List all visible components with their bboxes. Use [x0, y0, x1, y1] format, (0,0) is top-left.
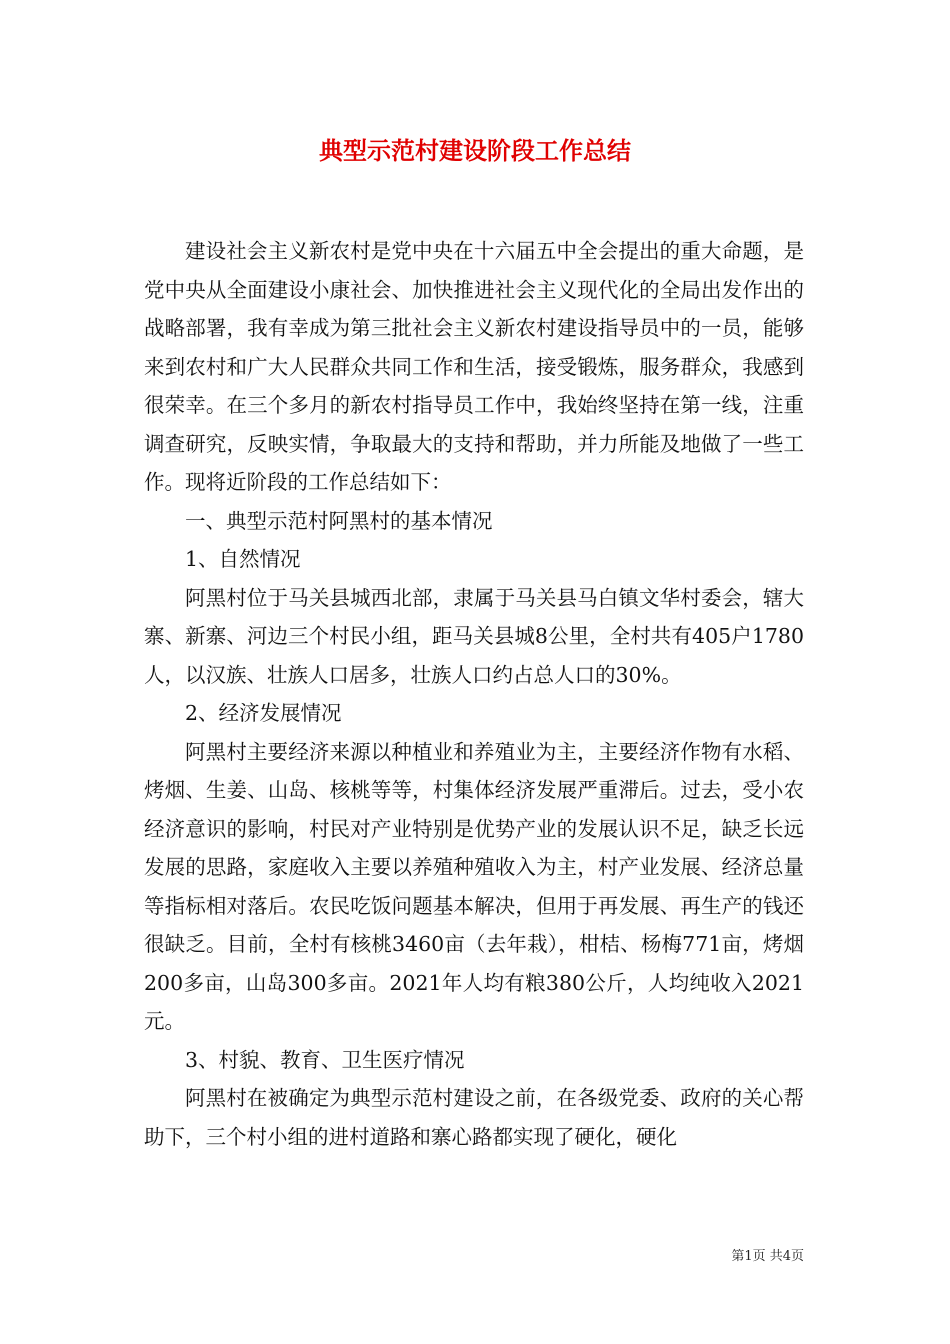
paragraph-economic-development: 阿黑村主要经济来源以种植业和养殖业为主，主要经济作物有水稻、烤烟、生姜、山岛、核桃等等，村集体经济发展严重滞后。过去，受小农经济意识的影响，村民对产业特别是优势产业的发展认识不足，缺乏长远发展的思路，家庭收入主要以养殖种殖收入为主，村产业发展、经济总量等指标相对落后。农民吃饭问题基本解决，但用于再发展、再生产的钱还很缺乏。目前，全村有核桃3460亩（去年栽），柑桔、杨梅771亩，烤烟200多亩，山岛300多亩。2021年人均有粮380公斤，人均纯收入2021元。	[144, 739, 804, 1033]
subheading-economic-development: 2、经济发展情况	[185, 701, 342, 725]
document-body	[144, 232, 804, 1156]
section-heading-basic-situation: 一、典型示范村阿黑村的基本情况	[185, 508, 493, 533]
page-number-footer: 第1页 共4页	[731, 1249, 804, 1264]
subheading-village-education-health: 3、村貌、教育、卫生医疗情况	[185, 1047, 465, 1072]
document-title: 典型示范村建设阶段工作总结	[319, 136, 631, 165]
paragraph-intro: 建设社会主义新农村是党中央在十六届五中全会提出的重大命题，是党中央从全面建设小康社会、加快推进社会主义现代化的全局出发作出的战略部署，我有幸成为第三批社会主义新农村建设指导员中的一员，能够来到农村和广大人民群众共同工作和生活，接受锻炼，服务群众，我感到很荣幸。在三个多月的新农村指导员工作中，我始终坚持在第一线，注重调查研究，反映实情，争取最大的支持和帮助，并力所能及地做了一些工作。现将近阶段的工作总结如下：	[144, 239, 804, 494]
paragraph-natural-situation: 阿黑村位于马关县城西北部，隶属于马关县马白镇文华村委会，辖大寨、新寨、河边三个村民小组，距马关县城8公里，全村共有405户1780人，以汉族、壮族人口居多，壮族人口约占总人口的30%。	[144, 585, 804, 687]
subheading-natural-situation: 1、自然情况	[185, 547, 301, 571]
paragraph-village-education-health: 阿黑村在被确定为典型示范村建设之前，在各级党委、政府的关心帮助下，三个村小组的进村道路和寨心路都实现了硬化，硬化	[144, 1086, 804, 1149]
